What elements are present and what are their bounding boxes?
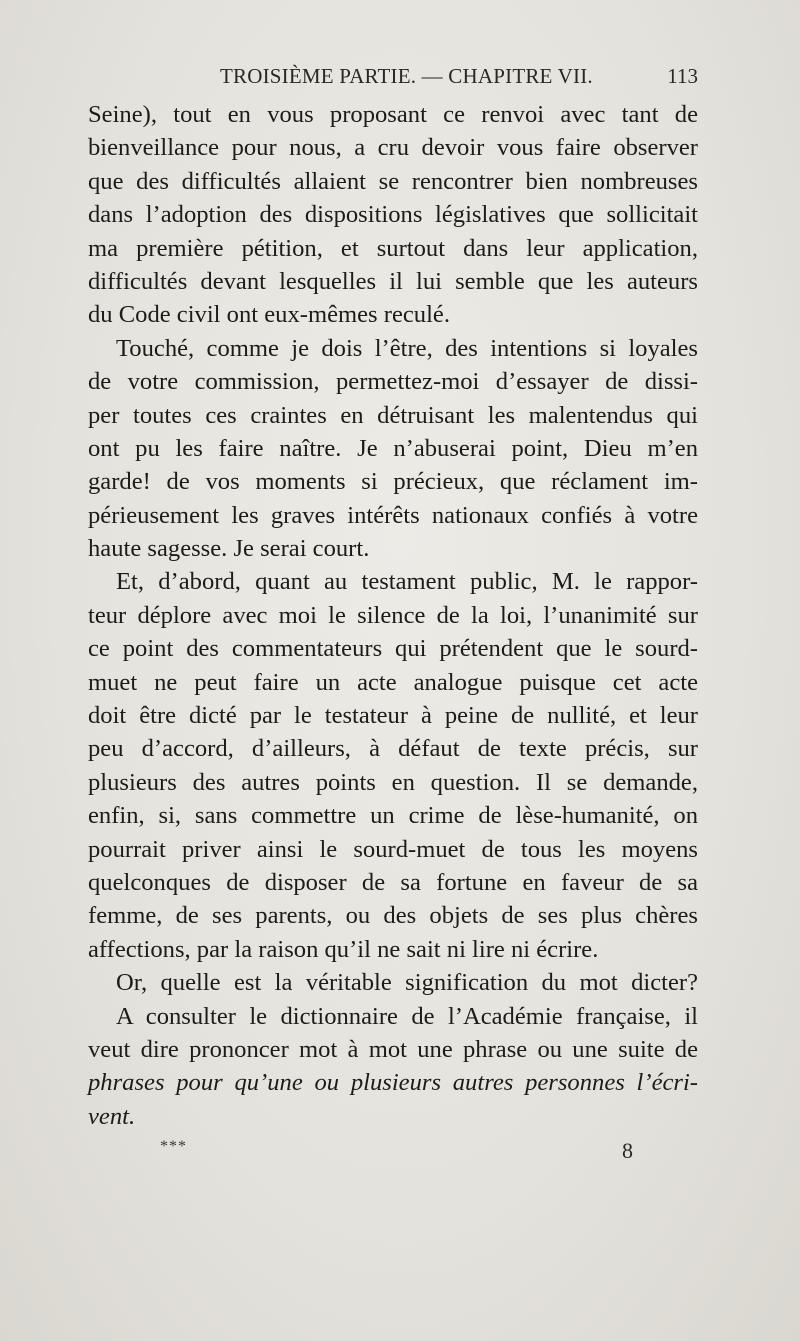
text-line: ma première pétition, et surtout dans leur application, [88,234,698,262]
text-line: per toutes ces craintes en détruisant les malentendus qui [88,401,698,429]
text-line: muet ne peut faire un acte analogue puisque cet acte [88,668,698,696]
text-line: femme, de ses parents, ou des objets de ses plus chères [88,902,698,930]
text-line: enfin, si, sans commettre un crime de lèse-humanité, on [88,802,698,830]
text-line: Touché, comme je dois l’être, des intentions si loyales [116,334,698,362]
text-line: Et, d’abord, quant au testament public, M. le rappor- [116,568,698,596]
running-head [88,64,698,94]
text-line: quelconques de disposer de sa fortune en faveur de sa [88,868,698,896]
text-line: que des difficultés allaient se rencontrer bien nombreuses [88,167,698,195]
signature-mark: *** [160,1138,187,1155]
text-line: Seine), tout en vous proposant ce renvoi avec tant de [88,101,698,128]
text-line: périeusement les graves intérêts nationaux confiés à votre [88,501,698,529]
text-line: vent. [88,1102,136,1130]
text-line: du Code civil ont eux-mêmes reculé. [88,301,450,329]
text-line: bienveillance pour nous, a cru devoir vous faire observer [88,134,698,162]
running-title: TROISIÈME PARTIE. — CHAPITRE VII. [220,64,593,88]
text-line: ont pu les faire naître. Je n’abuserai point, Dieu m’en [88,434,698,462]
text-line: de votre commission, permettez-moi d’essayer de dissi- [88,368,698,396]
text-line: peu d’accord, d’ailleurs, à défaut de texte précis, sur [88,735,698,763]
text-line: ce point des commentateurs qui prétendent que le sourd- [88,635,698,663]
text-line: pourrait priver ainsi le sourd-muet de tous les moyens [88,835,698,863]
text-line: teur déplore avec moi le silence de la loi, l’unanimité sur [88,601,698,629]
page-footer [88,1138,698,1168]
text-line: plusieurs des autres points en question. Il se demande, [88,768,698,796]
text-line: difficultés devant lesquelles il lui semble que les auteurs [88,267,698,295]
body-text [88,98,698,1133]
text-line: dans l’adoption des dispositions législatives que sollicitait [88,201,698,229]
sheet-number: 8 [622,1138,633,1163]
text-line: phrases pour qu’une ou plusieurs autres personnes l’écri- [88,1069,698,1097]
text-line: veut dire prononcer mot à mot une phrase ou une suite de [88,1035,698,1063]
text-line: haute sagesse. Je serai court. [88,535,370,563]
text-line: A consulter le dictionnaire de l’Académie française, il [116,1002,698,1030]
text-line: Or, quelle est la véritable signification du mot dicter? [116,969,698,997]
text-line: doit être dicté par le testateur à peine de nullité, et leur [88,702,698,730]
text-line: garde! de vos moments si précieux, que réclament im- [88,468,698,496]
text-line: affections, par la raison qu’il ne sait ni lire ni écrire. [88,935,599,963]
page-number: 113 [667,64,698,88]
